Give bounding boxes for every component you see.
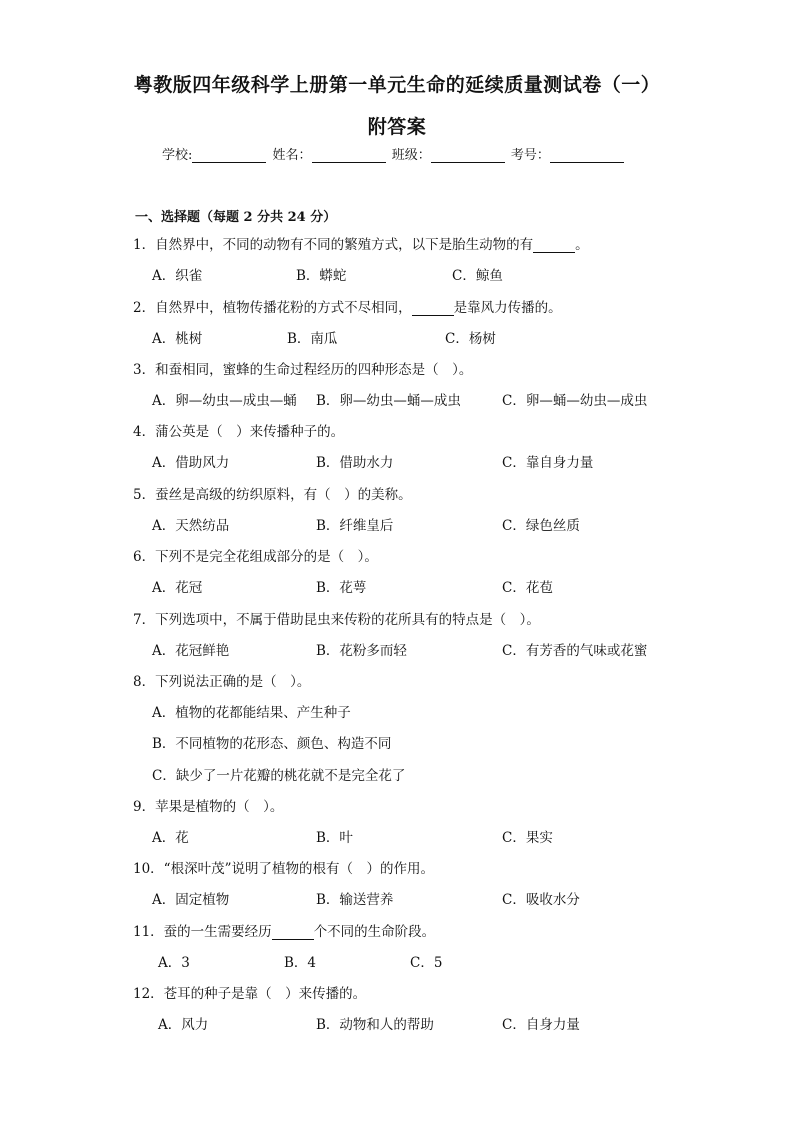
option-c[interactable]: C．自身力量 xyxy=(502,1017,580,1033)
question-text: 11．蚕的一生需要经历 xyxy=(133,924,272,940)
section-heading: 一、选择题（每题 2 分共 24 分） xyxy=(135,210,337,225)
option-b[interactable]: B．4 xyxy=(284,955,317,971)
question-8: 8．下列说法正确的是（ ）。 xyxy=(133,674,311,690)
option-b[interactable]: B．输送营养 xyxy=(316,892,394,908)
option-a[interactable]: A．卵—幼虫—成虫—蛹 xyxy=(152,393,297,409)
answer-blank[interactable] xyxy=(533,238,575,253)
question-12: 12．苍耳的种子是靠（ ）来传播的。 xyxy=(133,986,367,1002)
exam-number-blank[interactable] xyxy=(550,148,624,163)
option-b[interactable]: B．叶 xyxy=(316,830,353,846)
option-a[interactable]: A．桃树 xyxy=(152,331,203,347)
option-a[interactable]: A．风力 xyxy=(158,1017,209,1033)
question-1 xyxy=(133,233,589,253)
option-a[interactable]: A．借助风力 xyxy=(152,455,230,471)
question-text: 2．自然界中，植物传播花粉的方式不尽相同， xyxy=(133,300,412,316)
option-a[interactable]: A．花 xyxy=(152,830,189,846)
student-info-row xyxy=(162,144,626,163)
exam-subtitle: 附答案 xyxy=(367,116,427,138)
option-a[interactable]: A．花冠鲜艳 xyxy=(152,643,230,659)
option-c[interactable]: C．缺少了一片花瓣的桃花就不是完全花了 xyxy=(152,768,406,784)
answer-blank[interactable] xyxy=(272,925,314,940)
option-c[interactable]: C．有芳香的气味或花蜜 xyxy=(502,643,648,659)
question-10: 10．“根深叶茂”说明了植物的根有（ ）的作用。 xyxy=(133,861,434,877)
option-b[interactable]: B．纤维皇后 xyxy=(316,518,394,534)
class-label: 班级： xyxy=(391,148,431,163)
option-a[interactable]: A．花冠 xyxy=(152,580,203,596)
option-c[interactable]: C．果实 xyxy=(502,830,553,846)
option-a[interactable]: A．固定植物 xyxy=(152,892,230,908)
question-text: 1．自然界中，不同的动物有不同的繁殖方式，以下是胎生动物的有 xyxy=(133,237,534,253)
option-a[interactable]: A．3 xyxy=(158,955,190,971)
question-3: 3．和蚕相同，蜜蜂的生命过程经历的四种形态是（ ）。 xyxy=(133,362,473,378)
name-label: 姓名： xyxy=(272,148,312,163)
option-b[interactable]: B．花萼 xyxy=(316,580,367,596)
option-c[interactable]: C．吸收水分 xyxy=(502,892,580,908)
question-4: 4．蒲公英是（ ）来传播种子的。 xyxy=(133,424,345,440)
school-blank[interactable] xyxy=(192,148,266,163)
option-c[interactable]: C．花苞 xyxy=(502,580,553,596)
option-c[interactable]: C．5 xyxy=(410,955,443,971)
question-6: 6．下列不是完全花组成部分的是（ ）。 xyxy=(133,549,378,565)
option-b[interactable]: B．南瓜 xyxy=(287,331,338,347)
exam-number-label: 考号： xyxy=(510,148,550,163)
school-label: 学校: xyxy=(162,148,193,163)
option-c[interactable]: C．鲸鱼 xyxy=(452,268,503,284)
question-9: 9．苹果是植物的（ ）。 xyxy=(133,799,284,815)
option-c[interactable]: C．杨树 xyxy=(445,331,496,347)
option-b[interactable]: B．不同植物的花形态、颜色、构造不同 xyxy=(152,736,392,752)
option-b[interactable]: B．卵—幼虫—蛹—成虫 xyxy=(316,393,461,409)
answer-blank[interactable] xyxy=(412,301,454,316)
option-c[interactable]: C．卵—蛹—幼虫—成虫 xyxy=(502,393,648,409)
name-blank[interactable] xyxy=(312,148,386,163)
question-2 xyxy=(133,296,562,316)
question-7: 7．下列选项中，不属于借助昆虫来传粉的花所具有的特点是（ ）。 xyxy=(133,612,540,628)
option-a[interactable]: A．植物的花都能结果、产生种子 xyxy=(152,705,351,721)
option-c[interactable]: C．靠自身力量 xyxy=(502,455,594,471)
question-text-end: 是靠风力传播的。 xyxy=(453,300,562,316)
question-11 xyxy=(133,920,435,940)
option-b[interactable]: B．动物和人的帮助 xyxy=(316,1017,434,1033)
option-a[interactable]: A．天然纺品 xyxy=(152,518,230,534)
question-text-end: 个不同的生命阶段。 xyxy=(313,924,436,940)
option-a[interactable]: A．织雀 xyxy=(152,268,203,284)
class-blank[interactable] xyxy=(431,148,505,163)
option-b[interactable]: B．花粉多而轻 xyxy=(316,643,407,659)
option-b[interactable]: B．借助水力 xyxy=(316,455,394,471)
option-c[interactable]: C．绿色丝质 xyxy=(502,518,580,534)
question-5: 5．蚕丝是高级的纺织原料，有（ ）的美称。 xyxy=(133,487,412,503)
exam-title: 粤教版四年级科学上册第一单元生命的延续质量测试卷（一） xyxy=(133,74,661,96)
option-b[interactable]: B．蟒蛇 xyxy=(296,268,347,284)
question-text-end: 。 xyxy=(575,237,589,253)
